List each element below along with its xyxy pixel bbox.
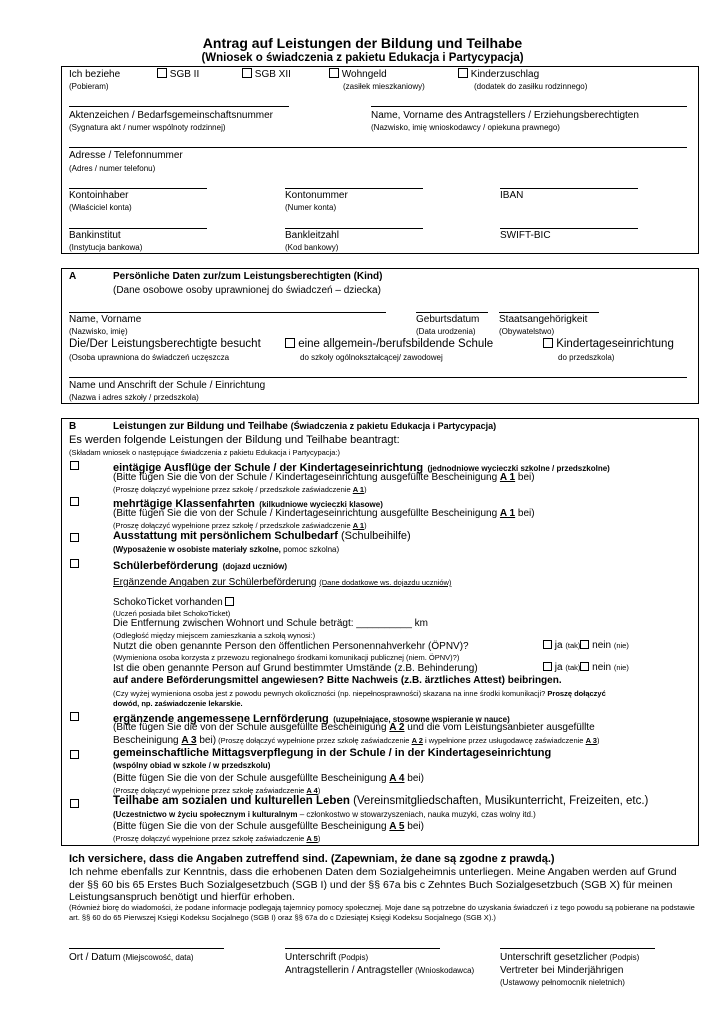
mittag-text-a: (Bitte fügen Sie die von der Schule ausgefüllte Bescheinigung	[113, 773, 390, 784]
klassenfahrten-checkbox[interactable]	[70, 497, 79, 506]
erg-pl: (Dane dodatkowe ws. dojazdu uczniów)	[319, 578, 452, 587]
section-a-letter: A	[69, 271, 77, 282]
kind-name-label: Name, Vorname	[69, 314, 142, 325]
behind-nein-pl: (nie)	[613, 663, 629, 672]
gesetzlich-pl: (Podpis)	[607, 953, 640, 962]
sgb2-option[interactable]	[157, 68, 199, 80]
schulbedarf-title-row	[113, 530, 411, 542]
ausfluege-title-pl: (jednodniowe wycieczki szkolne / przedszkolne)	[427, 464, 610, 473]
bankinstitut-line[interactable]	[69, 228, 207, 229]
name-antragsteller-line[interactable]	[371, 106, 687, 107]
aktenzeichen-label: Aktenzeichen / Bedarfsgemeinschaftsnummer	[69, 110, 273, 121]
kinderzuschlag-option[interactable]	[458, 68, 539, 80]
schulbedarf-title: Ausstattung mit persönlichem Schulbedarf	[113, 530, 338, 542]
adresse-pl: (Adres / numer telefonu)	[69, 164, 156, 173]
entfernung-label[interactable]: Die Entfernung zwischen Wohnort und Schule beträgt: __________ km	[113, 618, 429, 629]
klassenfahrten-text	[113, 508, 535, 519]
schulbedarf-pl: (Wyposażenie w osobiste materiały szkolne,	[113, 545, 281, 554]
klassenfahrten-text-b: bei)	[515, 508, 535, 519]
teilhabe-text	[113, 821, 424, 832]
erg-row	[113, 577, 451, 588]
anschrift-label: Name und Anschrift der Schule / Einrichtung	[69, 380, 266, 391]
kontonummer-line[interactable]	[285, 188, 423, 189]
klassenfahrten-pl-a: (Proszę dołączyć wypełnione przez szkołę / przedszkole zaświadczenie	[113, 521, 353, 530]
teilhabe-title-row	[113, 795, 648, 807]
lernfoerderung-text2-b: bei)	[196, 735, 217, 746]
teilhabe-pl: (Uczestnictwo w życiu społecznym i kulturalnym	[113, 810, 298, 819]
teilhabe-pl-row	[113, 810, 536, 819]
besucht-pl: (Osoba uprawniona do świadczeń uczęszcza	[69, 353, 230, 362]
kinderzuschlag-pl: (dodatek do zasiłku rodzinnego)	[474, 82, 588, 91]
behind-ja-checkbox[interactable]	[543, 662, 552, 671]
entfernung-pl: (Odległość między miejscem zamieszkania a szkołą wynosi:)	[113, 631, 316, 640]
unterschrift-text: Unterschrift	[285, 952, 337, 963]
klassenfahrten-ref: A 1	[499, 508, 516, 519]
kita-pl: do przedszkola)	[558, 353, 615, 362]
teilhabe-title: Teilhabe am sozialen und kulturellen Leben	[113, 795, 350, 807]
behind-pl-2: dowód, np. zaświadczenie lekarskie.	[113, 699, 243, 708]
declaration-heading: Ich versichere, dass die Angaben zutreffend sind. (Zapewniam, że dane są zgodne z prawdą.)	[69, 853, 555, 865]
behind-options	[543, 662, 629, 673]
behind-pl-b: Proszę dołączyć	[545, 689, 606, 698]
name-antragsteller-label: Name, Vorname des Antragstellers / Erziehungsberechtigten	[371, 110, 639, 121]
ausfluege-pl-ref: A 1	[352, 485, 365, 494]
kontoinhaber-pl: (Właściciel konta)	[69, 203, 132, 212]
teilhabe-text-a: (Bitte fügen Sie die von der Schule ausgefüllte Bescheinigung	[113, 821, 390, 832]
oepnv-ja-checkbox[interactable]	[543, 640, 552, 649]
kontonummer-label: Kontonummer	[285, 190, 348, 201]
teilhabe-title-b: (Vereinsmitgliedschaften, Musikunterricht, Freizeiten, etc.)	[349, 795, 649, 807]
mittag-ref: A 4	[389, 773, 405, 784]
erg-label: Ergänzende Angaben zur Schülerbeförderung	[113, 577, 317, 588]
gesetzlich-label	[500, 952, 639, 963]
ich-beziehe-label: Ich beziehe	[69, 69, 121, 80]
sgb2-checkbox[interactable]	[157, 68, 167, 78]
oepnv-nein-label: nein	[592, 640, 612, 651]
teilhabe-text-b: bei)	[404, 821, 424, 832]
ort-datum-line[interactable]	[69, 948, 224, 949]
kita-option[interactable]	[543, 338, 674, 350]
swift-line[interactable]	[500, 228, 638, 229]
oepnv-label: Nutzt die oben genannte Person den öffentlichen Personennahverkehr (ÖPNV)?	[113, 641, 469, 652]
vertreter-label: Vertreter bei Minderjährigen	[500, 965, 624, 976]
ort-datum-text: Ort / Datum	[69, 952, 121, 963]
ausfluege-ref: A 1	[499, 472, 516, 483]
befoerderung-title-pl: (dojazd uczniów)	[222, 562, 288, 571]
staat-line[interactable]	[499, 312, 599, 313]
lernfoerderung-text-b: und die vom Leistungsanbieter ausgefüllte	[404, 722, 595, 733]
declaration-body: Ich nehme ebenfalls zur Kenntnis, dass die erhobenen Daten dem Sozialgeheimnis unterliegen. Meine Angaben werden auf Grund der §§ 60 bis 65 Erstes Buch Sozialgesetzbuch (SGB I) und der §§ 67a bis c Zehntes Buch Sozialgesetzbuch (SGB X) für meinen Leistungsanspruch benötigt und hierfür erhoben.	[69, 866, 677, 903]
bankinstitut-pl: (Instytucja bankowa)	[69, 243, 143, 252]
behind-nein-label: nein	[592, 662, 612, 673]
mittag-pl-ref: A 4	[306, 786, 318, 795]
oepnv-options	[543, 640, 629, 651]
section-b-title-pl: (Świadczenia z pakietu Edukacja i Partycypacja)	[290, 421, 497, 431]
anschrift-line[interactable]	[69, 377, 687, 378]
bankinstitut-label: Bankinstitut	[69, 230, 121, 241]
iban-line[interactable]	[500, 188, 638, 189]
section-b-letter: B	[69, 421, 77, 432]
ausfluege-pl-b: )	[364, 485, 367, 494]
befoerderung-title-row	[113, 556, 287, 574]
lernfoerderung-text-2	[113, 735, 599, 746]
ausfluege-text-b: bei)	[515, 472, 535, 483]
kind-name-line[interactable]	[69, 312, 386, 313]
behind-label-2: auf andere Beförderungsmittel angewiesen? Bitte Nachweis (z.B. ärztliches Attest) beibringen.	[113, 675, 562, 686]
wohngeld-checkbox[interactable]	[329, 68, 339, 78]
bankleitzahl-pl: (Kod bankowy)	[285, 243, 339, 252]
behind-label: Ist die oben genannte Person auf Grund bestimmter Umstände (z.B. Behinderung)	[113, 663, 478, 674]
swift-label: SWIFT-BIC	[500, 230, 551, 241]
ausfluege-pl-a: (Proszę dołączyć wypełnione przez szkołę / przedszkole zaświadczenie	[113, 485, 353, 494]
klassenfahrten-pl	[113, 521, 367, 530]
lernfoerderung-text-a: (Bitte fügen Sie die von der Schule ausgefüllte Bescheinigung	[113, 722, 390, 733]
sgb12-label: SGB XII	[254, 69, 291, 80]
aktenzeichen-line[interactable]	[69, 106, 289, 107]
mittag-text	[113, 773, 424, 784]
teilhabe-ref: A 5	[389, 821, 405, 832]
klassenfahrten-pl-ref: A 1	[352, 521, 365, 530]
lernfoerderung-pl-ref2: A 3	[585, 736, 597, 745]
anschrift-pl: (Nazwa i adres szkoły / przedszkola)	[69, 393, 199, 402]
behind-ja-label: ja	[554, 662, 563, 673]
oepnv-nein-pl: (nie)	[613, 641, 629, 650]
kinderzuschlag-label: Kinderzuschlag	[470, 69, 540, 80]
lernfoerderung-title-pl: (uzupełniające, stosowne wspieranie w nauce)	[333, 715, 510, 724]
gesetzlich-text: Unterschrift gesetzlicher	[500, 952, 608, 963]
teilhabe-pl2-b: )	[317, 834, 321, 843]
section-b-intro: Es werden folgende Leistungen der Bildung und Teilhabe beantragt:	[69, 434, 400, 446]
oepnv-ja-label: ja	[554, 640, 563, 651]
schulbedarf-checkbox[interactable]	[70, 533, 79, 542]
schule-checkbox[interactable]	[285, 338, 295, 348]
ort-datum-label	[69, 952, 194, 963]
mittag-title-pl: (wspólny obiad w szkole / w przedszkolu)	[113, 761, 271, 770]
lernfoerderung-title: ergänzende angemessene Lernförderung	[113, 713, 329, 725]
declaration-body-pl: (Również biorę do wiadomości, że podane informacje podlegają tajemnicy pomocy społecznej. Moje dane są potrzebne do uzyskania świadczeń i z tego powodu są pobierane na podstawie art. §§ 60 do 65 Pierwszej Księgi Kodeksu Socjalnego (SGB I) oraz §§ 67a do c Dziesiątej Księgi Kodeksu Socjalnego (SGB X).)	[69, 903, 695, 922]
oepnv-ja-pl: (tak)	[565, 641, 581, 650]
geburtsdatum-label: Geburtsdatum	[416, 314, 480, 325]
klassenfahrten-title-pl: (kilkudniowe wycieczki klasowe)	[259, 500, 383, 509]
ort-datum-pl: (Miejscowość, data)	[120, 953, 194, 962]
mittag-pl	[113, 786, 320, 795]
adresse-label: Adresse / Telefonnummer	[69, 150, 183, 161]
schoko-checkbox[interactable]	[225, 597, 234, 606]
behind-pl-row	[113, 689, 606, 698]
kita-label: Kindertageseinrichtung	[556, 338, 674, 350]
unterschrift-label	[285, 952, 368, 963]
section-b-title-row	[113, 421, 496, 432]
section-a-title: Persönliche Daten zur/zum Leistungsberechtigten (Kind)	[113, 271, 383, 282]
kontoinhaber-line[interactable]	[69, 188, 207, 189]
teilhabe-pl2	[113, 834, 320, 843]
wohngeld-label: Wohngeld	[341, 69, 387, 80]
behind-pl: (Czy wyżej wymieniona osoba jest z powodu pewnych okoliczności (np. niepełnosprawności) skazana na inne środki komunikacji?	[113, 689, 546, 698]
oepnv-nein-checkbox[interactable]	[580, 640, 589, 649]
mittag-text-b: bei)	[404, 773, 424, 784]
kita-checkbox[interactable]	[543, 338, 553, 348]
page-title: Antrag auf Leistungen der Bildung und Teilhabe	[202, 35, 523, 51]
wohngeld-pl: (zasiłek mieszkaniowy)	[343, 82, 425, 91]
antragsteller-pl: (Wnioskodawca)	[412, 966, 475, 975]
kinderzuschlag-checkbox[interactable]	[458, 68, 468, 78]
geburtsdatum-line[interactable]	[416, 312, 488, 313]
befoerderung-title: Schülerbeförderung	[113, 560, 219, 572]
schoko-label: SchokoTicket vorhanden	[113, 597, 223, 608]
teilhabe-pl-b: – członkostwo w stowarzyszeniach, nauka muzyki, czas wolny itd.)	[297, 810, 536, 819]
adresse-line[interactable]	[69, 147, 687, 148]
aktenzeichen-pl: (Sygnatura akt / numer wspólnoty rodzinnej)	[69, 123, 226, 132]
unterschrift-pl: (Podpis)	[336, 953, 369, 962]
staat-label: Staatsangehörigkeit	[499, 314, 588, 325]
behind-ja-pl: (tak)	[565, 663, 581, 672]
ausfluege-text	[113, 472, 535, 483]
besucht-label: Die/Der Leistungsberechtigte besucht	[69, 338, 261, 350]
unterschrift-line[interactable]	[285, 948, 440, 949]
iban-label: IBAN	[500, 190, 524, 201]
section-a-title-pl: (Dane osobowe osoby uprawnionej do świadczeń – dziecka)	[113, 285, 381, 296]
klassenfahrten-pl-b: )	[364, 521, 367, 530]
sgb12-checkbox[interactable]	[242, 68, 252, 78]
lernfoerderung-pl-b: i wypełnione przez usługodawcę zaświadczenie	[422, 736, 586, 745]
schulbedarf-title-b: (Schulbeihilfe)	[337, 530, 411, 542]
section-b-title: Leistungen zur Bildung und Teilhabe	[113, 421, 288, 432]
kontonummer-pl: (Numer konta)	[285, 203, 337, 212]
lernfoerderung-ref2: A 3	[181, 735, 197, 746]
lernfoerderung-text2-a: Bescheinigung	[113, 735, 182, 746]
name-antragsteller-pl: (Nazwisko, imię wnioskodawcy / opiekuna prawnego)	[371, 123, 560, 132]
mittag-pl-a: (Proszę dołączyć wypełnione przez szkołę zaświadczenie	[113, 786, 307, 795]
ausfluege-text-a: (Bitte fügen Sie die von der Schule / Kindertageseinrichtung ausgefüllte Bescheinigung	[113, 472, 500, 483]
ausfluege-pl	[113, 485, 367, 494]
lernfoerderung-ref: A 2	[389, 722, 405, 733]
schule-pl: do szkoły ogólnokształcącej/ zawodowej	[300, 353, 443, 362]
behind-nein-checkbox[interactable]	[580, 662, 589, 671]
ausfluege-checkbox[interactable]	[70, 461, 79, 470]
vertreter-pl: (Ustawowy pełnomocnik nieletnich)	[500, 978, 625, 987]
ausfluege-title: eintägige Ausflüge der Schule / der Kindertageseinrichtung	[113, 462, 424, 474]
kontoinhaber-label: Kontoinhaber	[69, 190, 129, 201]
befoerderung-checkbox[interactable]	[70, 559, 79, 568]
schule-label: eine allgemein-/berufsbildende Schule	[298, 338, 494, 350]
lernfoerderung-pl-ref: A 2	[411, 736, 423, 745]
schule-option[interactable]	[285, 338, 493, 350]
antragsteller-text: Antragstellerin / Antragsteller	[285, 965, 413, 976]
lernfoerderung-pl-c: )	[596, 736, 600, 745]
sgb2-label: SGB II	[169, 69, 200, 80]
ich-beziehe-pl: (Pobieram)	[69, 82, 109, 91]
sgb12-option[interactable]	[242, 68, 291, 80]
section-b-intro-pl: (Składam wniosek o następujące świadczenia z pakietu Edukacja i Partycypacja:)	[69, 448, 340, 457]
unterschrift-vertreter-line[interactable]	[500, 948, 655, 949]
lernfoerderung-pl: (Proszę dołączyć wypełnione przez szkołę zaświadczenie	[216, 736, 412, 745]
page-subtitle: (Wniosek o świadczenia z pakietu Edukacja i Partycypacja)	[201, 52, 524, 64]
wohngeld-option[interactable]	[329, 68, 387, 80]
schoko-row[interactable]	[113, 597, 234, 608]
klassenfahrten-text-a: (Bitte fügen Sie die von der Schule / Kindertageseinrichtung ausgefüllte Bescheinigung	[113, 508, 500, 519]
lernfoerderung-text	[113, 722, 595, 733]
schulbedarf-pl-row	[113, 545, 339, 554]
teilhabe-pl2-ref: A 5	[306, 834, 318, 843]
mittag-pl-b: )	[317, 786, 321, 795]
staat-pl: (Obywatelstwo)	[499, 327, 555, 336]
mittag-checkbox[interactable]	[70, 750, 79, 759]
mittag-title: gemeinschaftliche Mittagsverpflegung in der Schule / in der Kindertageseinrichtung	[113, 747, 552, 759]
bankleitzahl-label: Bankleitzahl	[285, 230, 339, 241]
antragsteller-label	[285, 965, 474, 976]
teilhabe-pl2-a: (Proszę dołączyć wypełnione przez szkołę zaświadczenie	[113, 834, 307, 843]
bankleitzahl-line[interactable]	[285, 228, 423, 229]
geburtsdatum-pl: (Data urodzenia)	[416, 327, 476, 336]
lernfoerderung-checkbox[interactable]	[70, 712, 79, 721]
schulbedarf-pl-b: pomoc szkolna)	[280, 545, 340, 554]
oepnv-pl: (Wymieniona osoba korzysta z przewozu regionalnego środkami komunikacji publicznej (niem. ÖPNV)?)	[113, 653, 460, 662]
teilhabe-checkbox[interactable]	[70, 799, 79, 808]
klassenfahrten-title: mehrtägige Klassenfahrten	[113, 498, 255, 510]
kind-name-pl: (Nazwisko, imię)	[69, 327, 128, 336]
schoko-pl: (Uczeń posiada bilet SchokoTicket)	[113, 609, 231, 618]
